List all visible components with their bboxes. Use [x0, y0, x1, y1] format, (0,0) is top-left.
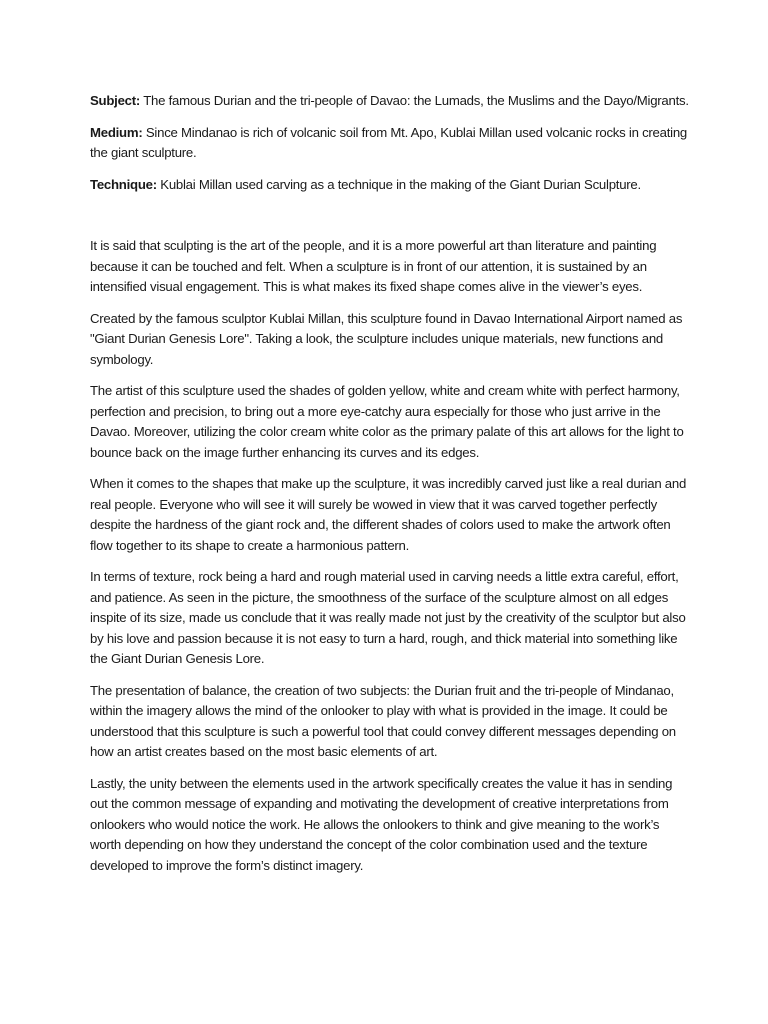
subject-label: Subject: [90, 93, 141, 108]
subject-text: The famous Durian and the tri-people of Davao: the Lumads, the Muslims and the Dayo/Migrants. [140, 93, 689, 108]
technique-label: Technique: [90, 176, 157, 192]
medium-label: Medium: [90, 124, 143, 140]
paragraph-shape: When it comes to the shapes that make up the sculpture, it was incredibly carved just like a real durian and real people. Everyone who will see it will surely be wowed in view that it was carved together perfectly despite the hardness of the giant rock and, the different shades of colors used to make the artwork often flow together to its shape to create a harmonious pattern. [90, 476, 687, 553]
essay-body [90, 236, 690, 876]
medium-line [90, 123, 690, 164]
paragraph-balance: The presentation of balance, the creation of two subjects: the Durian fruit and the tri-people of Mindanao, within the imagery allows the mind of the onlooker to play with what is provided in the image. It could be understood that this sculpture is such a powerful tool that could convey different messages depending on how an artist creates based on the most basic elements of art. [90, 682, 676, 759]
artwork-details [90, 91, 690, 195]
paragraph-intro: It is said that sculpting is the art of the people, and it is a more powerful art than literature and painting because it can be touched and felt. When a sculpture is in front of our attention, it is sustained by an intensified visual engagement. This is what makes its fixed shape comes alive in the viewer’s eyes. [90, 238, 657, 294]
paragraph-creator: Created by the famous sculptor Kublai Millan, this sculpture found in Davao International Airport named as "Giant Durian Genesis Lore". Taking a look, the sculpture includes unique materials, new functions and symbology. [90, 310, 683, 367]
paragraph-color: The artist of this sculpture used the shades of golden yellow, white and cream white with perfect harmony, perfection and precision, to bring out a more eye-catchy aura especially for those who just arrive in the Davao. Moreover, utilizing the color cream white color as the primary palate of this art allows for the light to bounce back on the image further enhancing its curves and its edges. [90, 383, 684, 460]
document-page [90, 91, 690, 887]
medium-text: Since Mindanao is rich of volcanic soil from Mt. Apo, Kublai Millan used volcanic rocks in creating the giant sculpture. [90, 124, 687, 160]
paragraph-unity: Lastly, the unity between the elements used in the artwork specifically creates the value it has in sending out the common message of expanding and motivating the development of creative interpretations from onlookers who would notice the work. He allows the onlookers to think and give meaning to the work’s worth depending on how they understand the concept of the color combination used and the texture developed to improve the form’s distinct imagery. [90, 775, 673, 873]
technique-text: Kublai Millan used carving as a technique in the making of the Giant Durian Sculpture. [156, 176, 641, 192]
technique-line [90, 175, 690, 196]
paragraph-texture: In terms of texture, rock being a hard and rough material used in carving needs a little extra careful, effort, and patience. As seen in the picture, the smoothness of the surface of the sculpture almost on all edges inspite of its size, made us conclude that it was really made not just by the creativity of the sculptor but also by his love and passion because it is not easy to turn a hard, rough, and thick material into something like the Giant Durian Genesis Lore. [90, 569, 686, 666]
subject-line [90, 91, 690, 112]
